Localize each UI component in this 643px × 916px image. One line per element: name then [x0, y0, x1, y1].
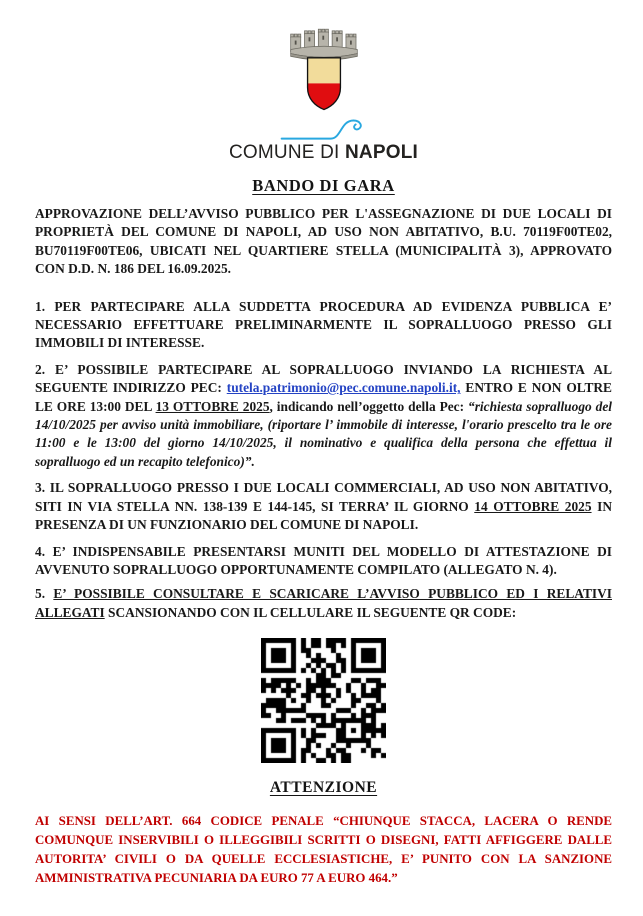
text-run: APPROVAZIONE DELL’AVVISO PUBBLICO PER L'ASSEGNAZIONE DI DUE LOCALI DI PROPRIETÀ DEL COMUNE DI NAPOLI, AD USO NON ABITATIVO, B.U. 70119F00TE02, BU70119F00TE06, UBICATI NEL QUARTIERE STELLA (MUNICIPALITÀ 3), APPROVATO CON D.D. N. 186 DEL 16.09.2025.: [35, 206, 612, 277]
attention-body: [35, 812, 612, 888]
shield-gold-half: [304, 56, 343, 83]
qr-code: [261, 638, 386, 763]
wave-icon: [245, 116, 403, 142]
paragraph-approvazione: [35, 205, 612, 279]
org-name-part2: NAPOLI: [345, 142, 418, 163]
org-name-part1: COMUNE DI: [229, 142, 345, 163]
text-run: AI SENSI DELL’ART. 664 CODICE PENALE “CHIUNQUE STACCA, LACERA O RENDE COMUNQUE INSERVIBILI O ILLEGGIBILI SCRITTI O DISEGNI, FATTI AFFIGGERE DALLE AUTORITA’ CIVILI O DA QUELLE ECCLESIASTICHE, E’ PUNITO CON LA SANZIONE AMMINISTRATIVA PECUNIARIA DA EURO 77 A EURO 464.”: [35, 814, 612, 886]
pec-email-link[interactable]: tutela.patrimonio@pec.comune.napoli.it,: [226, 380, 461, 396]
text-run: 4. E’ INDISPENSABILE PRESENTARSI MUNITI DEL MODELLO DI ATTESTAZIONE DI AVVENUTO SOPRALLUOGO OPPORTUNAMENTE COMPILATO (ALLEGATO N. 4).: [35, 543, 612, 577]
paragraph-item-5: [35, 585, 612, 622]
text-run: 2. E’ POSSIBILE PARTECIPARE AL SOPRALLUOGO INVIANDO LA RICHIESTA AL SEGUENTE INDIRIZZO PEC:: [35, 361, 612, 396]
text-run: ENTRO E NON OLTRE LE ORE 13:00 DEL: [35, 380, 612, 414]
text-run: “richiesta sopralluogo del 14/10/2025 per avviso unità immobiliare, (riportare l’ immobile di interesse, l'orario prescelto tra le ore 11:00 e le 13:00 del giorno 14/10/2025, il nominativo e qualifica della persona che effettua il sopralluogo ed un recapito telefonico)”.: [35, 398, 612, 469]
text-run: IN PRESENZA DI UN FUNZIONARIO DEL COMUNE DI NAPOLI.: [35, 498, 612, 533]
text-run: 14 OTTOBRE 2025: [474, 498, 592, 514]
comune-di-napoli-logo: [35, 26, 612, 163]
text-run: , indicando nell’oggetto della Pec:: [269, 398, 469, 414]
text-run: E’ POSSIBILE CONSULTARE E SCARICARE L’AVVISO PUBBLICO ED I RELATIVI ALLEGATI: [35, 586, 612, 620]
text-run: 5.: [35, 586, 54, 602]
attention-heading: ATTENZIONE: [269, 779, 378, 797]
paragraph-item-1: [35, 298, 612, 353]
document-title: BANDO DI GARA: [252, 176, 395, 195]
text-run: 1. PER PARTECIPARE ALLA SUDDETTA PROCEDURA AD EVIDENZA PUBBLICA E’ NECESSARIO EFFETTUARE PRELIMINARMENTE IL SOPRALLUOGO PRESSO GLI IMMOBILI DI INTERESSE.: [35, 298, 612, 351]
org-name: [35, 142, 612, 163]
text-run: SCANSIONANDO CON IL CELLULARE IL SEGUENTE QR CODE:: [104, 604, 517, 620]
shield-icon: [293, 56, 355, 112]
qr-code-container: [35, 638, 612, 768]
paragraph-item-2: [35, 361, 612, 471]
text-run: 3. IL SOPRALLUOGO PRESSO I DUE LOCALI COMMERCIALI, AD USO NON ABITATIVO, SITI IN VIA STELLA NN. 138-139 E 144-145, SI TERRA’ IL GIORNO: [35, 480, 612, 514]
text-run: 13 OTTOBRE 2025: [155, 398, 270, 414]
paragraph-item-3: [35, 479, 612, 534]
mural-crown-icon: [285, 26, 363, 60]
paragraph-item-4: [35, 543, 612, 580]
